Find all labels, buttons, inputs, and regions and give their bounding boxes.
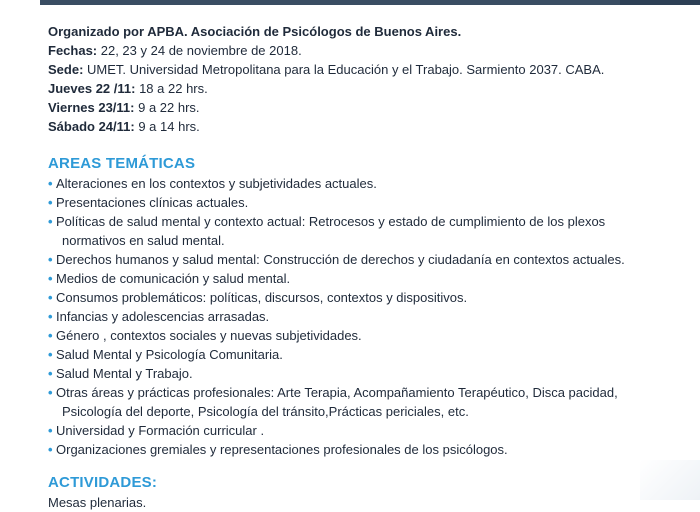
bullet-icon: •: [48, 195, 53, 210]
area-list-item: [48, 383, 688, 421]
area-item-text: Salud Mental y Trabajo.: [56, 366, 193, 381]
document-body: [48, 22, 688, 512]
dates-value: 22, 23 y 24 de noviembre de 2018.: [97, 43, 302, 58]
bullet-icon: •: [48, 442, 53, 457]
area-item-text-continued: normativos en salud mental.: [62, 233, 225, 248]
area-item-text: Medios de comunicación y salud mental.: [56, 271, 291, 286]
organizer-line: Organizado por APBA. Asociación de Psicólogos de Buenos Aires.: [48, 24, 462, 39]
area-list-item: [48, 440, 688, 459]
area-list-item: [48, 193, 688, 212]
bullet-icon: •: [48, 366, 53, 381]
area-item-text: Alteraciones en los contextos y subjetividades actuales.: [56, 176, 377, 191]
schedule-hours: 18 a 22 hrs.: [135, 81, 208, 96]
area-list-item: [48, 307, 688, 326]
area-item-text: Organizaciones gremiales y representaciones profesionales de los psicólogos.: [56, 442, 508, 457]
bullet-icon: •: [48, 385, 53, 400]
area-list-item: [48, 345, 688, 364]
schedule-thursday: [48, 79, 688, 98]
area-list-item: [48, 364, 688, 383]
schedule-saturday: [48, 117, 688, 136]
bullet-icon: •: [48, 309, 53, 324]
area-list-item: [48, 174, 688, 193]
bullet-icon: •: [48, 347, 53, 362]
schedule-day-label: Viernes 23/11:: [48, 100, 135, 115]
activities-section-title: ACTIVIDADES:: [48, 474, 158, 491]
top-banner-bar-right: [620, 0, 700, 5]
bullet-icon: •: [48, 214, 53, 229]
area-item-text: Infancias y adolescencias arrasadas.: [56, 309, 270, 324]
area-list-item: [48, 269, 688, 288]
dates-label: Fechas:: [48, 43, 98, 58]
venue-value: UMET. Universidad Metropolitana para la Educación y el Trabajo. Sarmiento 2037. CABA.: [83, 62, 605, 77]
area-item-text-continued: Psicología del deporte, Psicología del tránsito,Prácticas periciales, etc.: [62, 404, 469, 419]
areas-list: [48, 174, 688, 459]
area-item-text: Salud Mental y Psicología Comunitaria.: [56, 347, 283, 362]
schedule-day-label: Jueves 22 /11:: [48, 81, 136, 96]
bullet-icon: •: [48, 271, 53, 286]
top-banner-bar: [40, 0, 660, 5]
area-item-text: Universidad y Formación curricular .: [56, 423, 265, 438]
schedule-hours: 9 a 22 hrs.: [134, 100, 200, 115]
venue-line: [48, 60, 688, 79]
schedule-friday: [48, 98, 688, 117]
corner-decoration: [640, 460, 700, 500]
bullet-icon: •: [48, 328, 53, 343]
area-list-item: [48, 288, 688, 307]
areas-section-title: AREAS TEMÁTICAS: [48, 155, 196, 172]
area-item-text: Género , contextos sociales y nuevas subjetividades.: [56, 328, 362, 343]
area-item-text: Consumos problemáticos: políticas, discursos, contextos y dispositivos.: [56, 290, 468, 305]
area-item-text: Derechos humanos y salud mental: Construcción de derechos y ciudadanía en contextos actuales.: [56, 252, 625, 267]
schedule-hours: 9 a 14 hrs.: [134, 119, 200, 134]
bullet-icon: •: [48, 423, 53, 438]
area-list-item: [48, 421, 688, 440]
venue-label: Sede:: [48, 62, 84, 77]
area-item-text: Presentaciones clínicas actuales.: [56, 195, 249, 210]
area-item-text: Otras áreas y prácticas profesionales: Arte Terapia, Acompañamiento Terapéutico, Disca pacidad,: [56, 385, 618, 400]
area-list-item: [48, 212, 688, 250]
schedule-day-label: Sábado 24/11:: [48, 119, 135, 134]
activities-first-item: Mesas plenarias.: [48, 495, 147, 510]
area-item-text: Políticas de salud mental y contexto actual: Retrocesos y estado de cumplimiento de los plexos: [56, 214, 606, 229]
area-list-item: [48, 326, 688, 345]
area-list-item: [48, 250, 688, 269]
bullet-icon: •: [48, 176, 53, 191]
dates-line: [48, 41, 688, 60]
bullet-icon: •: [48, 252, 53, 267]
bullet-icon: •: [48, 290, 53, 305]
